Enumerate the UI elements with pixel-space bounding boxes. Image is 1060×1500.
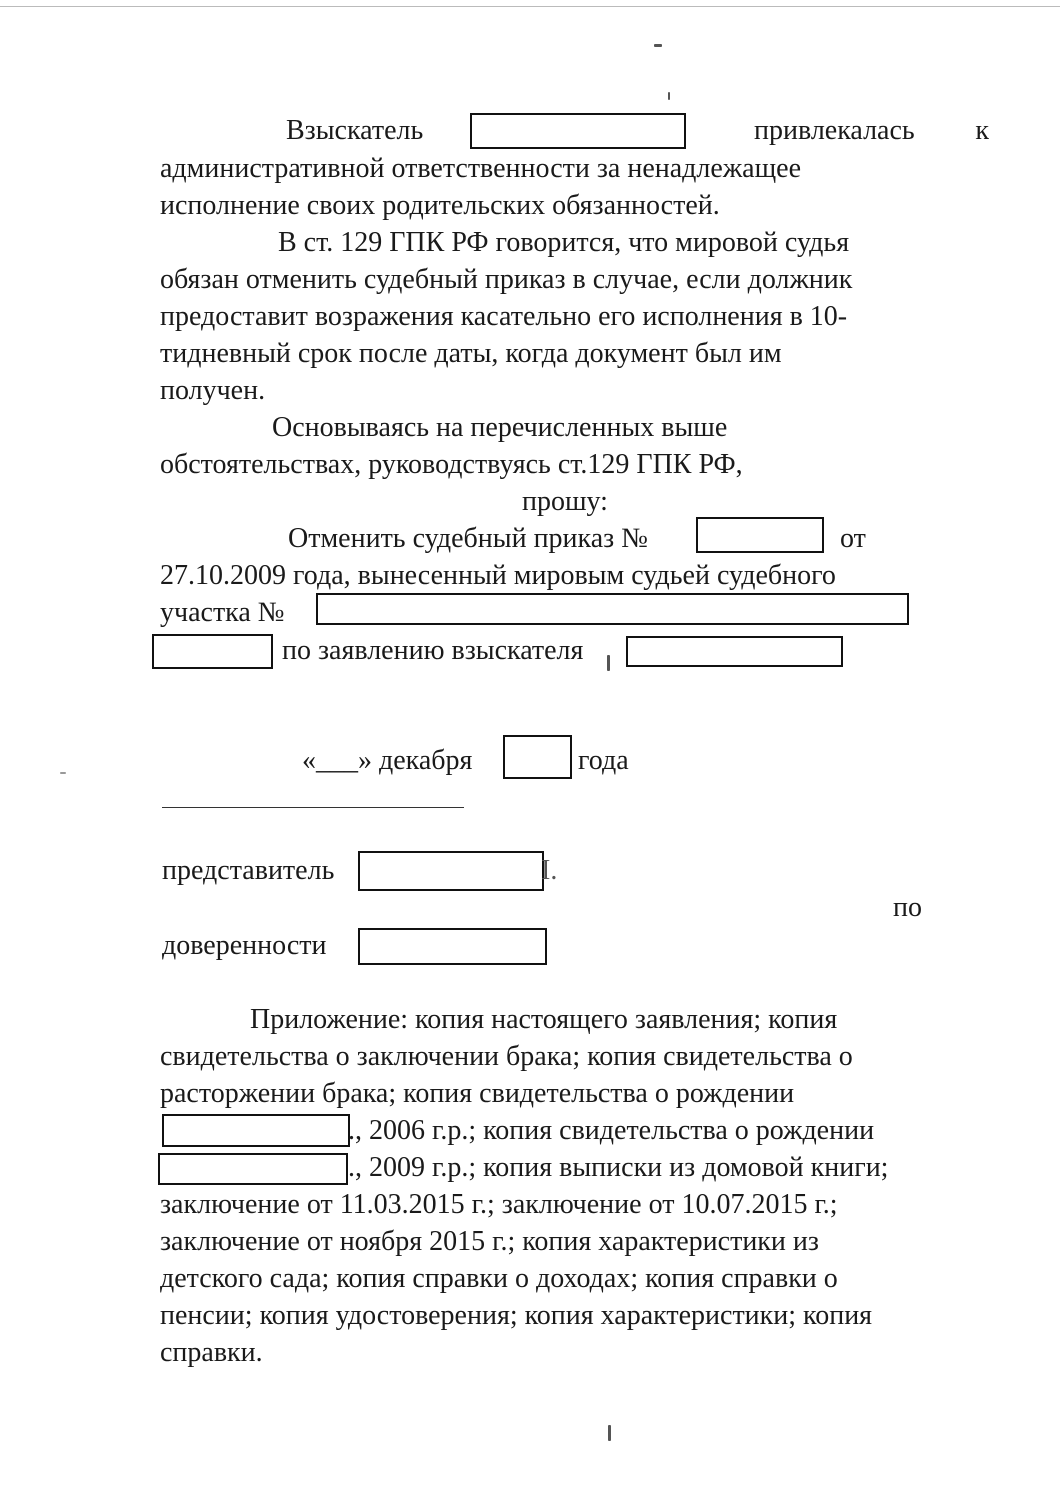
request-heading: прошу: [522, 486, 608, 517]
attachments-line4: ., 2006 г.р.; копия свидетельства о рождении [348, 1115, 875, 1146]
representative-label: представитель [162, 855, 335, 886]
request-line3: участка № [160, 597, 285, 628]
redacted-child-name-1 [162, 1114, 350, 1147]
redacted-claimant-name-2 [626, 636, 843, 667]
paragraph2-line4: тидневный срок после даты, когда документ был им [160, 338, 782, 369]
claimant-line-end: привлекалась к [754, 115, 989, 146]
date-day-month: «___» декабря [302, 745, 473, 776]
paragraph1-line2: административной ответственности за ненадлежащее [160, 153, 802, 184]
request-from: от [840, 523, 866, 554]
date-year-word: года [578, 745, 629, 776]
redacted-year [503, 735, 572, 779]
paragraph3-line1: Основываясь на перечисленных выше [272, 412, 728, 443]
attachments-line6: заключение от 11.03.2015 г.; заключение от 10.07.2015 г.; [160, 1189, 838, 1220]
attachments-line8: детского сада; копия справки о доходах; копия справки о [160, 1263, 838, 1294]
request-line1: Отменить судебный приказ № [288, 523, 648, 554]
paragraph2-line2: обязан отменить судебный приказ в случае, если должник [160, 264, 853, 295]
attachments-line7: заключение от ноября 2015 г.; копия характеристики из [160, 1226, 819, 1257]
scan-speck [608, 1425, 611, 1441]
signature-line [162, 807, 464, 808]
attachments-line9: пенсии; копия удостоверения; копия характеристики; копия [160, 1300, 873, 1331]
paragraph2-line5: получен. [160, 375, 266, 406]
paragraph2-line3: предоставит возражения касательно его исполнения в 10- [160, 301, 848, 332]
attachments-line10: справки. [160, 1337, 263, 1368]
scan-speck [607, 655, 610, 671]
claimant-label: Взыскатель [286, 115, 424, 146]
request-line4: по заявлению взыскателя [282, 635, 584, 666]
power-of-attorney-label: доверенности [162, 930, 327, 961]
request-line2: 27.10.2009 года, вынесенный мировым судьей судебного [160, 560, 836, 591]
representative-initial-trail: I. [541, 855, 558, 886]
redacted-child-name-2 [158, 1153, 348, 1185]
redacted-representative-name [358, 851, 544, 891]
attachments-line1: Приложение: копия настоящего заявления; копия [250, 1004, 838, 1035]
redacted-order-number [696, 517, 824, 553]
paragraph1-line3: исполнение своих родительских обязанностей. [160, 190, 720, 221]
paragraph3-line2: обстоятельствах, руководствуясь ст.129 ГПК РФ, [160, 449, 743, 480]
scan-speck [654, 44, 662, 47]
scan-edge [0, 6, 1060, 7]
by-word: по [893, 892, 922, 923]
redacted-claimant-name [470, 113, 686, 149]
scan-speck [668, 92, 670, 100]
attachments-line2: свидетельства о заключении брака; копия свидетельства о [160, 1041, 853, 1072]
paragraph2-line1: В ст. 129 ГПК РФ говорится, что мировой судья [278, 227, 850, 258]
scan-speck [60, 772, 66, 774]
redacted-court-district [316, 593, 909, 625]
redacted-district-continuation [152, 634, 273, 669]
attachments-line5: ., 2009 г.р.; копия выписки из домовой книги; [348, 1152, 889, 1183]
redacted-power-of-attorney [358, 928, 547, 965]
attachments-line3: расторжении брака; копия свидетельства о рождении [160, 1078, 795, 1109]
